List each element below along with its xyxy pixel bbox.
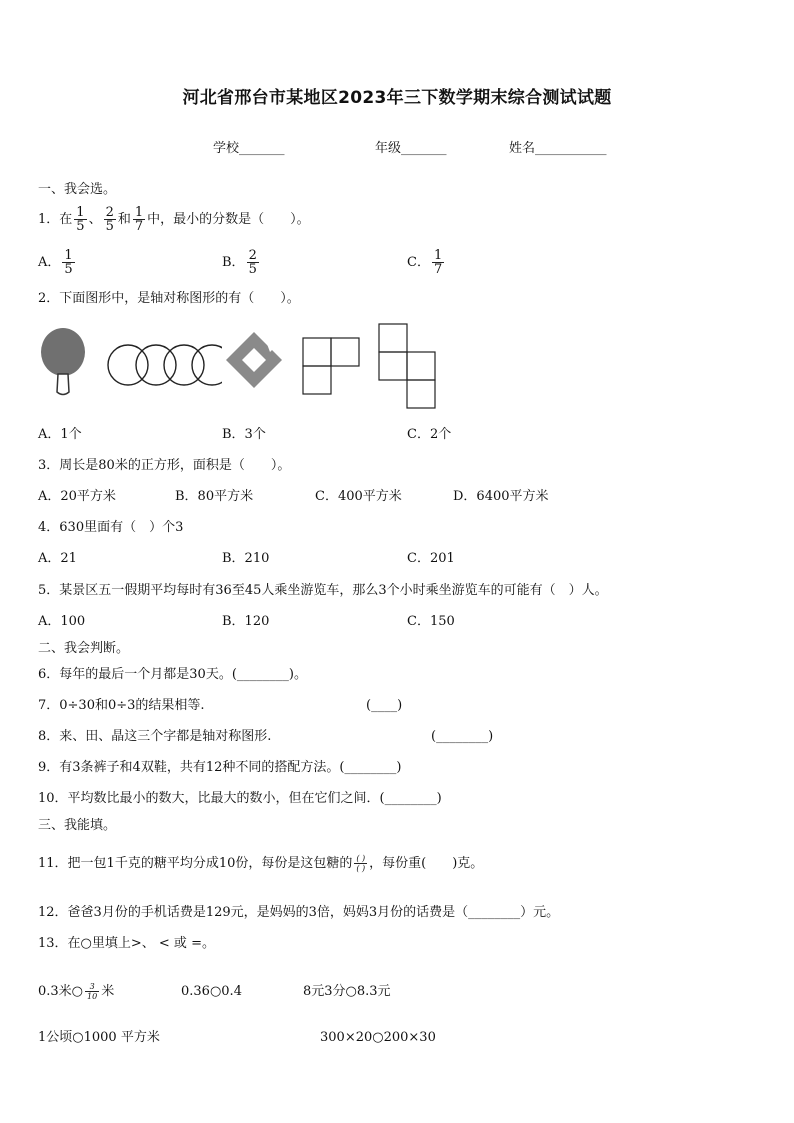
olympic-rings-figure	[108, 345, 232, 385]
question-7: 7．0÷30和0÷3的结果相等.	[38, 698, 205, 713]
school-field[interactable]: 学校_______	[213, 141, 285, 156]
q1-sep2: 和	[117, 212, 131, 227]
squares-figure-1	[303, 338, 359, 394]
question-2: 2．下面图形中，是轴对称图形的有（ ）。	[38, 291, 300, 306]
q2-option-b[interactable]: B．3个	[222, 427, 266, 442]
q1-prefix: 1．在	[38, 212, 73, 227]
q2-option-c[interactable]: C．2个	[407, 427, 452, 442]
q8-answer-blank[interactable]: (________)	[431, 729, 494, 744]
q1-option-b[interactable]: B． $\frac{2}{5}$	[222, 248, 257, 277]
q4-option-b[interactable]: B．210	[222, 551, 270, 566]
q1-fraction-2: $\frac{2}{5}$	[105, 205, 114, 234]
q3-option-b[interactable]: B．80平方米	[175, 489, 254, 504]
q11-prefix: 11．把一包1千克的糖平均分成10份，每份是这包糖的	[38, 856, 353, 871]
q11-suffix: ，每份重( )克。	[369, 856, 484, 871]
q13-item-2[interactable]: 0.36○0.4	[181, 984, 242, 999]
section-3-heading: 三、我能填。	[38, 818, 117, 833]
q13-item-1[interactable]: 0.3米○ $\frac{3}{10}$ 米	[38, 982, 115, 1001]
q1-fraction-3: $\frac{1}{7}$	[134, 205, 144, 234]
bank-logo-figure	[222, 330, 286, 394]
q5-option-c[interactable]: C．150	[407, 614, 455, 629]
q7-answer-blank[interactable]: (____)	[366, 698, 403, 713]
q13-item-4[interactable]: 1公顷○1000 平方米	[38, 1030, 160, 1045]
q13-item-3[interactable]: 8元3分○8.3元	[303, 984, 391, 999]
q5-option-a[interactable]: A．100	[38, 614, 86, 629]
squares-figure-2	[379, 324, 435, 408]
q1-option-c[interactable]: C． $\frac{1}{7}$	[407, 248, 443, 277]
q4-option-a[interactable]: A．21	[38, 551, 77, 566]
question-8: 8．来、田、晶这三个字都是轴对称图形.	[38, 729, 272, 744]
q3-option-c[interactable]: C．400平方米	[315, 489, 402, 504]
question-10: 10．平均数比最小的数大，比最大的数小，但在它们之间．(________)	[38, 791, 442, 806]
section-2-heading: 二、我会判断。	[38, 641, 130, 656]
question-13: 13．在○里填上>、 < 或 =。	[38, 936, 215, 951]
page-title: 河北省邢台市某地区2023年三下数学期末综合测试试题	[182, 88, 612, 108]
question-1	[38, 205, 310, 235]
q1-fraction-1: $\frac{1}{5}$	[76, 205, 85, 234]
q4-option-c[interactable]: C．201	[407, 551, 455, 566]
question-6: 6．每年的最后一个月都是30天。(________)。	[38, 667, 307, 682]
q5-option-b[interactable]: B．120	[222, 614, 270, 629]
question-4: 4．630里面有（ ）个3	[38, 520, 184, 535]
q11-fraction-blank[interactable]: $\frac{( )}{( )}$	[356, 854, 366, 873]
q1-option-a[interactable]: A． $\frac{1}{5}$	[38, 248, 73, 277]
grade-field[interactable]: 年级_______	[375, 141, 447, 156]
question-3: 3．周长是80米的正方形，面积是（ ）。	[38, 458, 291, 473]
q1-suffix: 中，最小的分数是（ ）。	[147, 212, 310, 227]
q2-option-a[interactable]: A．1个	[38, 427, 82, 442]
question-5: 5．某景区五一假期平均每时有36至45人乘坐游览车，那么3个小时乘坐游览车的可能有（ ）人。	[38, 583, 608, 598]
q2-figures	[38, 322, 438, 412]
question-12: 12．爸爸3月份的手机话费是129元，是妈妈的3倍，妈妈3月份的话费是（________）元。	[38, 905, 560, 920]
question-9: 9．有3条裤子和4双鞋，共有12种不同的搭配方法。(________)	[38, 760, 402, 775]
section-1-heading: 一、我会选。	[38, 182, 117, 197]
q1-sep1: 、	[88, 212, 102, 227]
q13-item-5[interactable]: 300×20○200×30	[320, 1030, 436, 1045]
q3-option-d[interactable]: D．6400平方米	[453, 489, 549, 504]
q3-option-a[interactable]: A．20平方米	[38, 489, 116, 504]
question-11	[38, 850, 483, 878]
paddle-figure	[41, 328, 85, 395]
name-field[interactable]: 姓名___________	[509, 141, 607, 156]
